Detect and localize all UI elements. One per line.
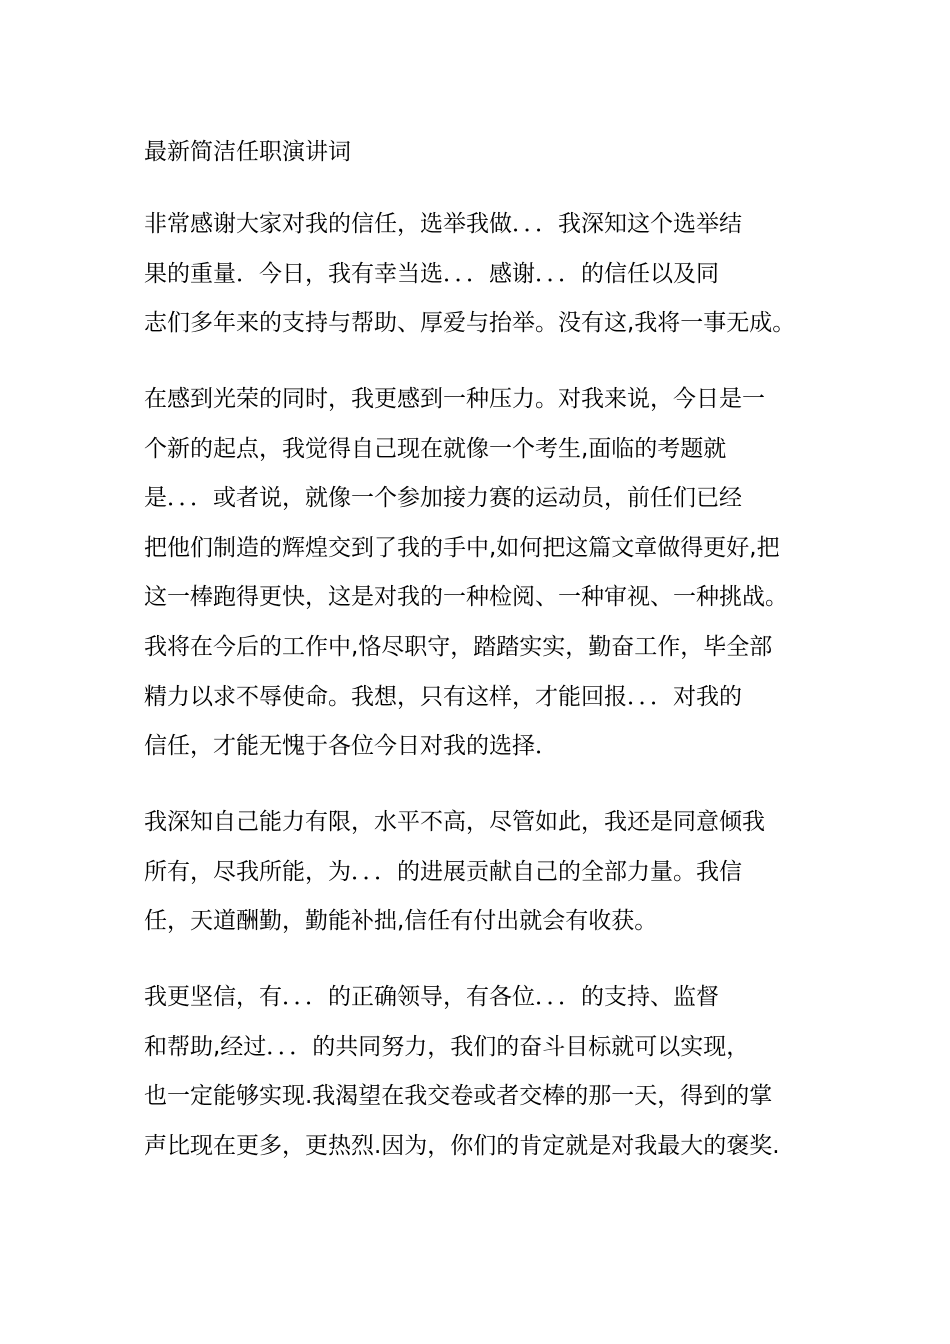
paragraph-line: 我深知自己能力有限，水平不高，尽管如此，我还是同意倾我 (144, 809, 765, 835)
paragraph-line: 精力以求不辱使命。我想，只有这样，才能回报．．．对我的 (144, 683, 742, 710)
paragraph-line: 我将在今后的工作中,恪尽职守，踏踏实实，勤奋工作，毕全部 (144, 633, 773, 660)
paragraph-line: 声比现在更多，更热烈.因为，你们的肯定就是对我最大的褒奖. (144, 1132, 780, 1159)
paragraph-3 (144, 798, 765, 947)
paragraph-line: 在感到光荣的同时，我更感到一种压力。对我来说，今日是一 (144, 386, 765, 412)
paragraph-line: 是．．．或者说，就像一个参加接力赛的运动员，前任们已经 (144, 485, 742, 512)
paragraph-line: 非常感谢大家对我的信任，选举我做．．．我深知这个选举结 (144, 211, 742, 237)
document-title: 最新简洁任职演讲词 (144, 139, 351, 165)
paragraph-line: 信任，才能无愧于各位今日对我的选择． (144, 733, 558, 760)
paragraph-line: 我更坚信，有．．．的正确领导，有各位．．．的支持、监督 (144, 984, 719, 1010)
paragraph-line: 这一棒跑得更快，这是对我的一种检阅、一种审视、一种挑战。 (144, 584, 788, 611)
paragraph-4 (144, 973, 780, 1171)
paragraph-line: 个新的起点，我觉得自己现在就像一个考生,面临的考题就 (144, 435, 727, 462)
paragraph-line: 果的重量．今日，我有幸当选．．．感谢．．．的信任以及同 (144, 260, 719, 287)
paragraph-2 (144, 375, 788, 772)
paragraph-line: 所有，尽我所能，为．．．的进展贡献自己的全部力量。我信 (144, 858, 742, 885)
paragraph-line: 任，天道酬勤，勤能补拙,信任有付出就会有收获。 (144, 908, 658, 935)
paragraph-line: 把他们制造的辉煌交到了我的手中,如何把这篇文章做得更好,把 (144, 534, 780, 561)
paragraph-line: 也一定能够实现.我渴望在我交卷或者交棒的那一天，得到的掌 (144, 1083, 773, 1110)
paragraph-1 (144, 200, 795, 349)
paragraph-line: 和帮助,经过．．．的共同努力，我们的奋斗目标就可以实现， (144, 1033, 750, 1060)
paragraph-line: 志们多年来的支持与帮助、厚爱与抬举。没有这,我将一事无成。 (144, 310, 796, 337)
